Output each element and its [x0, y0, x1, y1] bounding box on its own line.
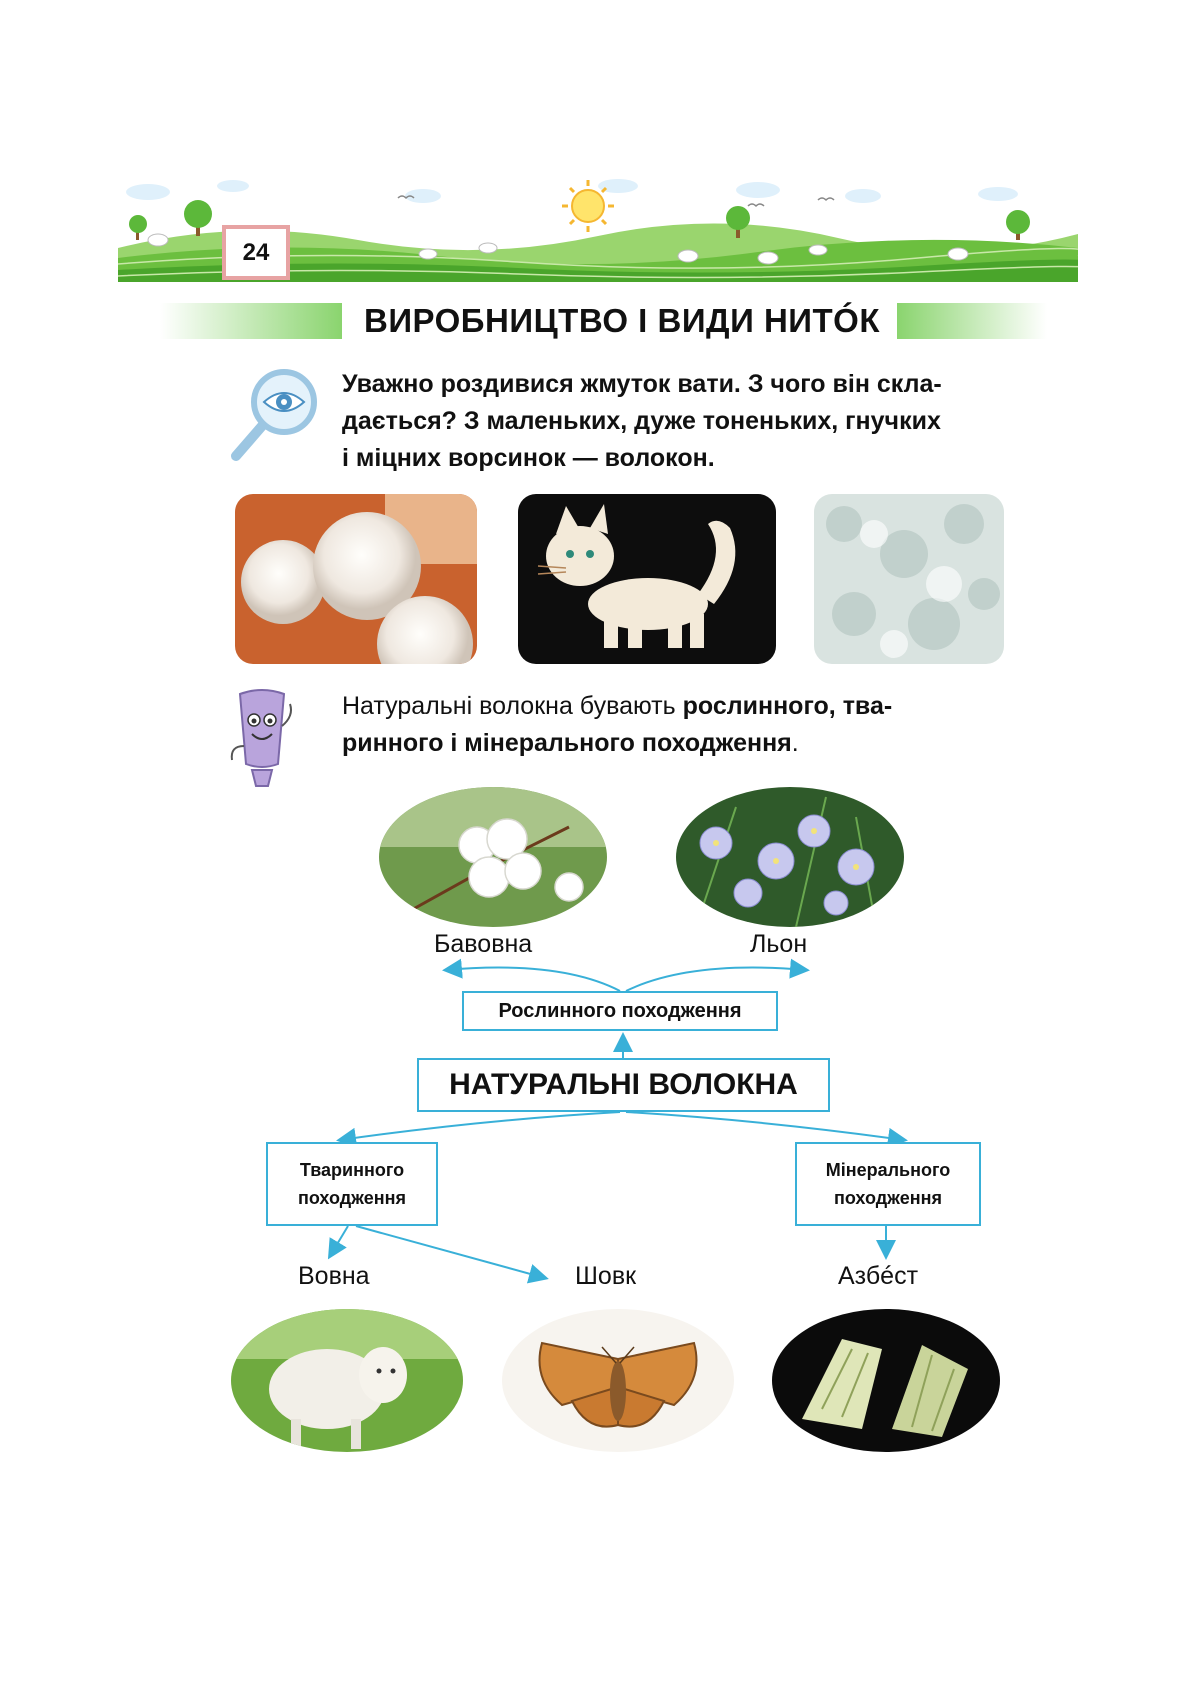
cotton-cat-photo	[518, 494, 776, 664]
intro-paragraph	[342, 366, 1012, 477]
character-icon	[226, 686, 298, 788]
magnifier-eye-icon	[228, 364, 324, 468]
flax-flowers-photo	[676, 787, 904, 927]
page-number-badge: 24	[222, 225, 290, 280]
natural-fibers-text: .	[791, 729, 799, 757]
natural-fibers-paragraph	[342, 688, 1022, 762]
intro-line: дається? З маленьких, дуже тоненьких, гнучких	[342, 407, 941, 435]
cotton-balls-photo	[235, 494, 477, 664]
wool-label: Вовна	[298, 1262, 370, 1290]
mineral-origin-box	[795, 1142, 981, 1226]
cotton-wool-texture-photo	[814, 494, 1004, 664]
mineral-origin-line: Мінерального	[825, 1160, 951, 1180]
silk-moth-photo	[502, 1309, 734, 1452]
plant-origin-box: Рослинного походження	[462, 991, 778, 1031]
animal-origin-box	[266, 1142, 438, 1226]
natural-fibers-line	[342, 688, 1022, 725]
asbestos-label: Азбéст	[838, 1262, 919, 1290]
animal-origin-line: Тваринного	[299, 1160, 405, 1180]
mineral-origin-line: походження	[834, 1188, 942, 1208]
cotton-plant-photo	[379, 787, 607, 927]
natural-fibers-box: НАТУРАЛЬНІ ВОЛОКНА	[417, 1058, 830, 1112]
natural-fibers-bold: ринного і мінерального походження	[342, 729, 792, 757]
sheep-photo	[231, 1309, 463, 1452]
natural-fibers-text: Натуральні волокна бувають	[342, 692, 683, 720]
flax-label: Льон	[750, 930, 808, 958]
silk-label: Шовк	[575, 1262, 637, 1290]
intro-line: і міцних ворсинок — волокон.	[342, 444, 715, 472]
asbestos-photo	[772, 1309, 1000, 1452]
title-accent-bar-right	[897, 303, 1047, 339]
page-title: ВИРОБНИЦТВО І ВИДИ НИТÓК	[364, 302, 880, 339]
natural-fibers-bold: рослинного, тва-	[682, 692, 893, 720]
cotton-label: Бавовна	[434, 930, 533, 958]
title-accent-bar-left	[160, 303, 342, 339]
intro-line: Уважно роздивися жмуток вати. З чого він скла-	[342, 370, 942, 398]
animal-origin-line: походження	[298, 1188, 406, 1208]
natural-fibers-line	[342, 725, 1022, 762]
